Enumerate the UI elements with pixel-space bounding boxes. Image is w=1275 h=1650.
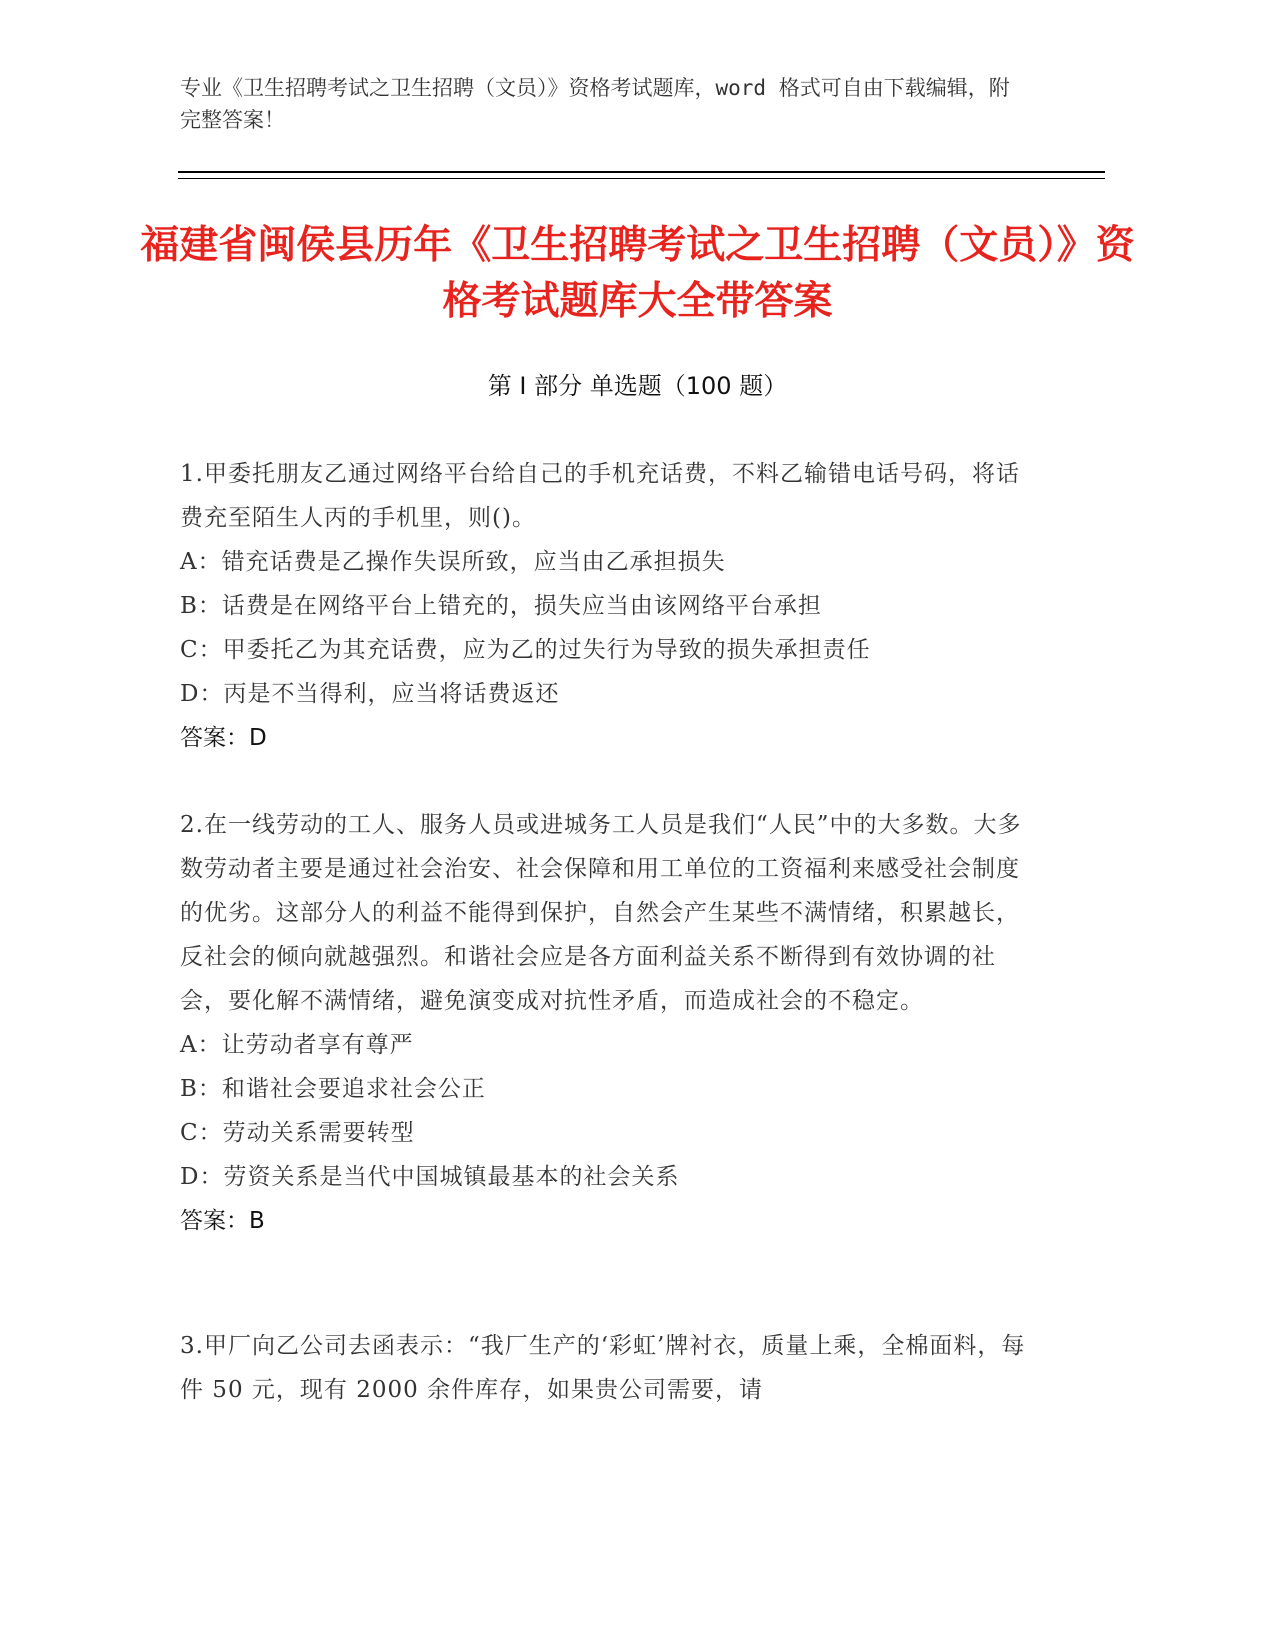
question-stem: 1.甲委托朋友乙通过网络平台给自己的手机充话费，不料乙输错电话号码，将话费充至陌生人丙的手机里，则()。: [180, 461, 1020, 531]
header-note: 专业《卫生招聘考试之卫生招聘（文员）》资格考试题库，word 格式可自由下载编辑，附完整答案！: [180, 76, 1010, 132]
question-3: [180, 1324, 1030, 1412]
section-heading: 第 I 部分 单选题（100 题）: [487, 372, 788, 400]
option-a: A：让劳动者享有尊严: [180, 1032, 414, 1058]
option-d: D：劳资关系是当代中国城镇最基本的社会关系: [180, 1164, 680, 1190]
option-a: A：错充话费是乙操作失误所致，应当由乙承担损失: [180, 549, 726, 575]
question-2: [180, 803, 1030, 1243]
option-b: B：话费是在网络平台上错充的，损失应当由该网络平台承担: [180, 593, 822, 619]
question-stem: 2.在一线劳动的工人、服务人员或进城务工人员是我们“人民”中的大多数。大多数劳动者主要是通过社会治安、社会保障和用工单位的工资福利来感受社会制度的优劣。这部分人的利益不能得到保护，自然会产生某些不满情绪，积累越长，反社会的倾向就越强烈。和谐社会应是各方面利益关系不断得到有效协调的社会，要化解不满情绪，避免演变成对抗性矛盾，而造成社会的不稳定。: [180, 812, 1022, 1014]
option-c: C：劳动关系需要转型: [180, 1120, 415, 1146]
question-1: [180, 452, 1030, 760]
document-title: 福建省闽侯县历年《卫生招聘考试之卫生招聘（文员）》资格考试题库大全带答案: [140, 223, 1135, 324]
header-divider-thin: [178, 178, 1105, 179]
header-divider-thick: [178, 171, 1105, 173]
option-d: D：丙是不当得利，应当将话费返还: [180, 681, 560, 707]
option-c: C：甲委托乙为其充话费，应为乙的过失行为导致的损失承担责任: [180, 637, 871, 663]
answer-line: 答案：D: [180, 725, 267, 751]
option-b: B：和谐社会要追求社会公正: [180, 1076, 486, 1102]
question-stem: 3.甲厂向乙公司去函表示：“我厂生产的‘彩虹’牌衬衣，质量上乘，全棉面料，每件 50 元，现有 2000 余件库存，如果贵公司需要，请: [180, 1333, 1026, 1403]
answer-line: 答案：B: [180, 1208, 265, 1234]
